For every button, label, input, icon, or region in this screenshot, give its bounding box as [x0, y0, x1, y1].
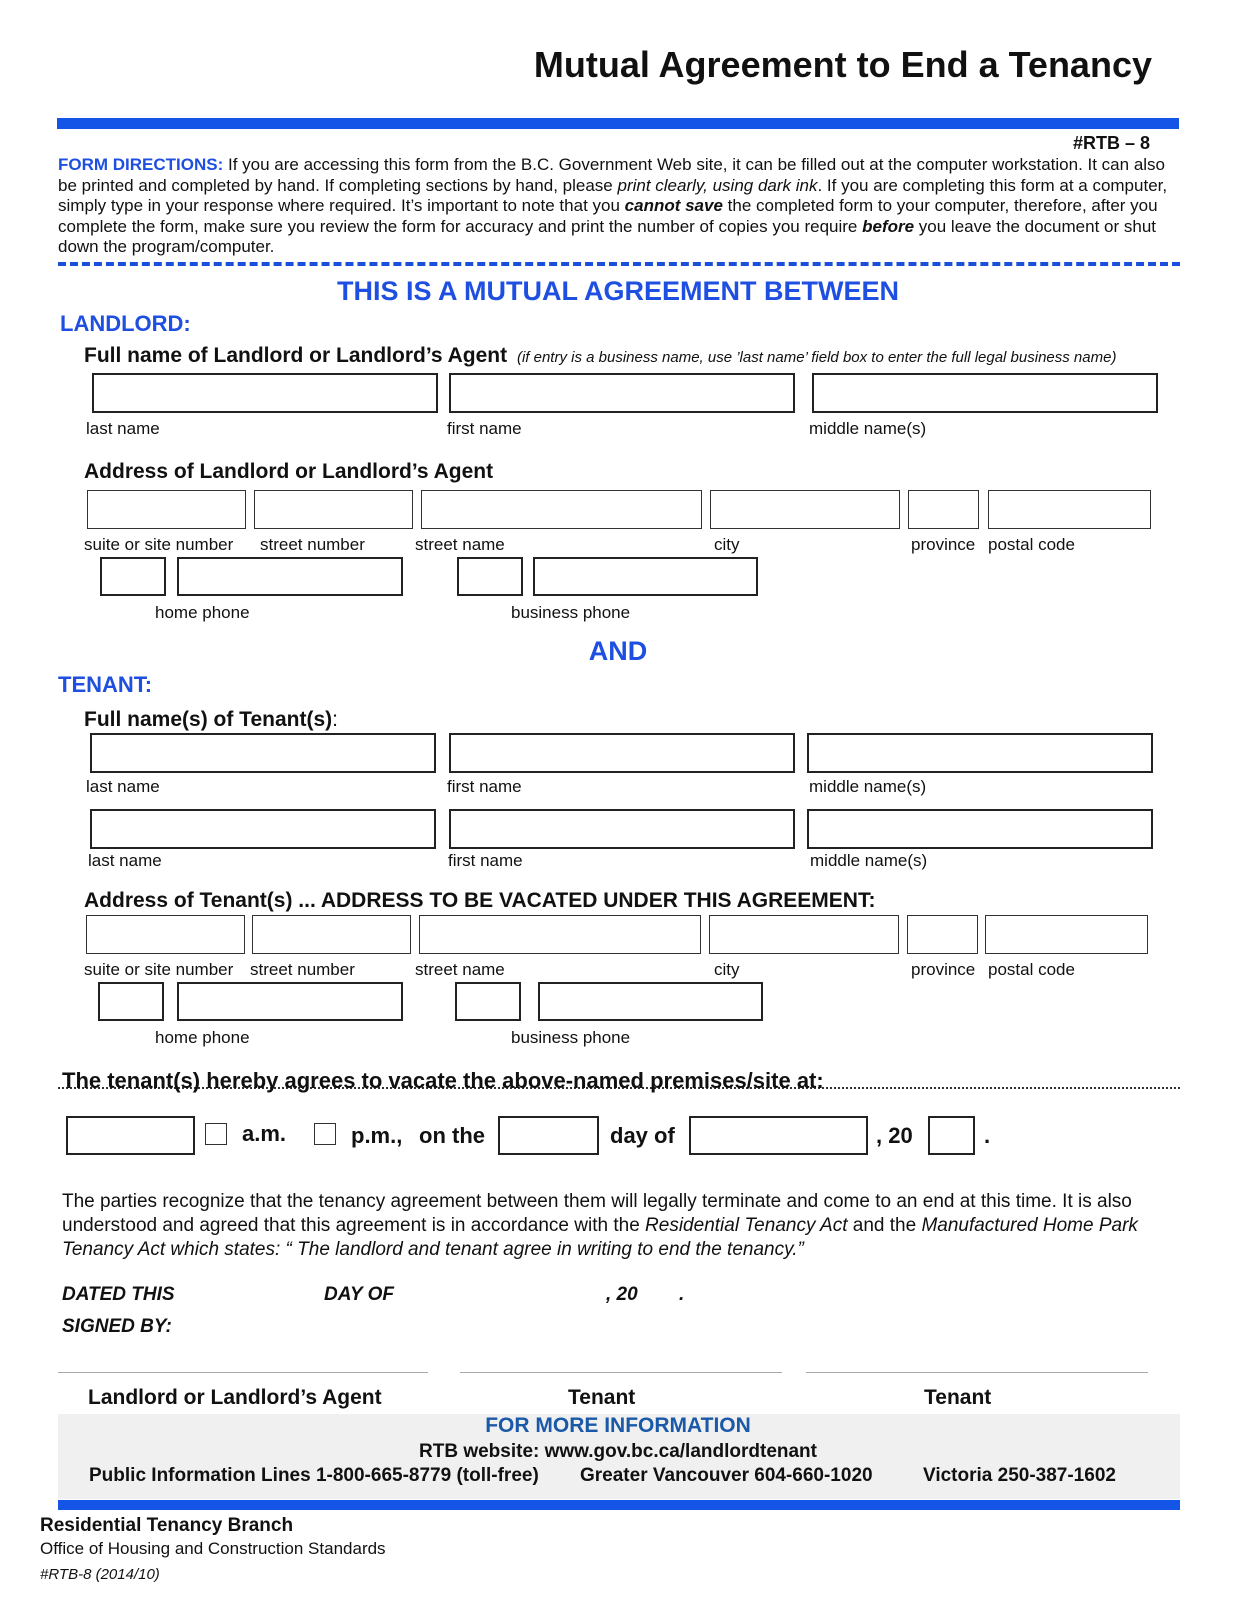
day-of-label: day of	[610, 1123, 675, 1148]
on-the-label: on the	[419, 1123, 485, 1148]
tenant-home-phone-input[interactable]	[177, 982, 403, 1021]
tenant1-middle-name-input[interactable]	[807, 733, 1153, 773]
tenant2-first-name-input[interactable]	[449, 809, 795, 849]
tenant1-last-name-label: last name	[86, 777, 160, 796]
tenant2-middle-name-input[interactable]	[807, 809, 1153, 849]
landlord-suite-label: suite or site number	[84, 535, 234, 554]
tenant-business-phone-label: business phone	[511, 1028, 631, 1047]
am-label: a.m.	[242, 1121, 287, 1146]
landlord-signature-label: Landlord or Landlord’s Agent	[88, 1386, 382, 1409]
directions-text-2: . If you are completing this form at a computer, simply type in your response where required. It’s important to note that you	[58, 175, 1168, 215]
tenant-street-name-input[interactable]	[419, 915, 701, 954]
dashed-divider	[58, 262, 1180, 266]
info-vancouver: Greater Vancouver 604-660-1020	[580, 1465, 873, 1486]
landlord-first-name-label: first name	[447, 419, 522, 438]
and-label: AND	[588, 636, 648, 666]
agreement-heading: THIS IS A MUTUAL AGREEMENT BETWEEN	[336, 276, 899, 306]
agreement-paragraph	[62, 1190, 1182, 1262]
info-victoria: Victoria 250-387-1602	[923, 1465, 1116, 1486]
landlord-signature-line[interactable]	[58, 1372, 428, 1373]
landlord-home-phone-label: home phone	[155, 603, 250, 622]
landlord-postal-code-input[interactable]	[988, 490, 1151, 529]
directions-text-4: you leave the document or shut down the program/computer.	[58, 216, 1157, 256]
vacate-heading: The tenant(s) hereby agrees to vacate the above-named premises/site at:	[62, 1068, 824, 1093]
tenant-business-phone-input[interactable]	[538, 982, 763, 1021]
tenant-province-label: province	[911, 960, 976, 979]
tenant1-signature-label: Tenant	[568, 1386, 636, 1409]
tenant-street-number-input[interactable]	[252, 915, 411, 954]
tenant1-signature-line[interactable]	[460, 1372, 782, 1373]
pm-label: p.m.,	[351, 1123, 403, 1148]
landlord-suite-input[interactable]	[87, 490, 246, 529]
year-prefix-label: , 20	[876, 1123, 913, 1148]
vacate-year-input[interactable]	[928, 1116, 975, 1155]
landlord-middle-name-input[interactable]	[812, 373, 1158, 413]
landlord-business-phone-input[interactable]	[533, 557, 758, 596]
footer-form-code: #RTB-8 (2014/10)	[40, 1566, 160, 1583]
form-directions	[58, 155, 1183, 258]
signed-by-label: SIGNED BY:	[62, 1316, 172, 1337]
tenant-section-label: TENANT:	[58, 672, 153, 697]
landlord-city-label: city	[714, 535, 740, 554]
landlord-province-label: province	[911, 535, 976, 554]
footer-rule	[58, 1500, 1180, 1510]
landlord-middle-name-label: middle name(s)	[809, 419, 927, 438]
tenant-street-name-label: street name	[415, 960, 505, 979]
directions-emph-1: print clearly, using dark ink	[617, 175, 818, 195]
vacate-month-input[interactable]	[689, 1116, 868, 1155]
tenant-postal-code-label: postal code	[988, 960, 1075, 979]
landlord-last-name-input[interactable]	[92, 373, 438, 413]
landlord-postal-code-label: postal code	[988, 535, 1075, 554]
landlord-name-note: (if entry is a business name, use ’last name’ field box to enter the full legal business name)	[516, 349, 1117, 366]
pm-checkbox[interactable]	[314, 1123, 336, 1145]
landlord-street-number-label: street number	[260, 535, 365, 554]
tenant-home-area-code-input[interactable]	[98, 982, 164, 1021]
tenant1-first-name-label: first name	[447, 777, 522, 796]
vacate-day-input[interactable]	[498, 1116, 599, 1155]
footer-branch: Residential Tenancy Branch	[40, 1515, 294, 1536]
tenant1-middle-name-label: middle name(s)	[809, 777, 927, 796]
landlord-city-input[interactable]	[710, 490, 900, 529]
info-heading: FOR MORE INFORMATION	[485, 1414, 751, 1437]
tenant-name-colon: :	[332, 708, 338, 731]
landlord-business-phone-label: business phone	[511, 603, 631, 622]
tenant-city-input[interactable]	[709, 915, 899, 954]
info-public-lines: Public Information Lines 1-800-665-8779 (toll-free)	[89, 1465, 539, 1486]
tenant-province-input[interactable]	[907, 915, 978, 954]
footer-office: Office of Housing and Construction Standards	[40, 1539, 386, 1558]
landlord-home-area-code-input[interactable]	[100, 557, 166, 596]
residential-tenancy-act: Residential Tenancy Act	[645, 1215, 848, 1236]
tenant-suite-input[interactable]	[86, 915, 245, 954]
agreement-text-2: and the	[847, 1215, 922, 1236]
header-rule	[57, 118, 1179, 129]
tenant1-last-name-input[interactable]	[90, 733, 436, 773]
tenant2-signature-label: Tenant	[924, 1386, 992, 1409]
tenant-business-area-code-input[interactable]	[455, 982, 521, 1021]
info-website: RTB website: www.gov.bc.ca/landlordtenant	[419, 1441, 817, 1462]
directions-emph-2: cannot save	[624, 196, 723, 215]
tenant2-middle-name-label: middle name(s)	[810, 851, 928, 870]
landlord-street-name-input[interactable]	[421, 490, 702, 529]
tenant-name-heading-text: Full name(s) of Tenant(s)	[84, 708, 333, 731]
landlord-first-name-input[interactable]	[449, 373, 795, 413]
landlord-street-number-input[interactable]	[254, 490, 413, 529]
directions-label: FORM DIRECTIONS:	[58, 155, 224, 174]
landlord-address-heading: Address of Landlord or Landlord’s Agent	[84, 460, 494, 483]
landlord-section-label: LANDLORD:	[60, 311, 191, 336]
tenant-home-phone-label: home phone	[155, 1028, 250, 1047]
agreement-text-1: The parties recognize that the tenancy agreement between them will legally terminate and come to an end at this time. It is also understood and agreed that this agreement is in accordance with the	[62, 1191, 1132, 1236]
tenant2-first-name-label: first name	[448, 851, 523, 870]
tenant-postal-code-input[interactable]	[985, 915, 1148, 954]
tenant-city-label: city	[714, 960, 740, 979]
agreement-text-3: which states:	[165, 1239, 286, 1260]
am-checkbox[interactable]	[205, 1123, 227, 1145]
form-code: #RTB – 8	[1072, 133, 1150, 153]
vacate-time-input[interactable]	[66, 1116, 195, 1155]
landlord-business-area-code-input[interactable]	[457, 557, 523, 596]
vacate-period: .	[984, 1123, 991, 1148]
dated-period: .	[679, 1284, 685, 1305]
dated-day-of-label: DAY OF	[324, 1284, 395, 1305]
landlord-street-name-label: street name	[415, 535, 505, 554]
landlord-name-heading	[84, 344, 1116, 368]
tenant2-signature-line[interactable]	[806, 1372, 1148, 1373]
landlord-home-phone-input[interactable]	[177, 557, 403, 596]
manufactured-home-park-act: Manufactured Home Park Tenancy Act	[62, 1215, 1138, 1260]
tenant2-last-name-input[interactable]	[90, 809, 436, 849]
landlord-last-name-label: last name	[86, 419, 160, 438]
dated-year-label: , 20	[606, 1284, 638, 1305]
tenant-street-number-label: street number	[250, 960, 355, 979]
tenant-address-heading: Address of Tenant(s) ... ADDRESS TO BE VACATED UNDER THIS AGREEMENT:	[84, 889, 876, 912]
tenant-suite-label: suite or site number	[84, 960, 234, 979]
directions-text-1: If you are accessing this form from the B.C. Government Web site, it can be filled out at the computer workstation. It can also be printed and completed by hand. If completing sections by hand, please	[58, 155, 1166, 195]
directions-text-3: the completed form to your computer, therefore, after you complete the form, make sure you review the form for accuracy and print the number of copies you require	[58, 196, 1158, 236]
tenant-name-heading	[84, 708, 338, 732]
landlord-province-input[interactable]	[908, 490, 979, 529]
page-title: Mutual Agreement to End a Tenancy	[533, 44, 1152, 85]
landlord-name-heading-text: Full name of Landlord or Landlord’s Agent	[84, 344, 508, 367]
agreement-quote: “ The landlord and tenant agree in writing to end the tenancy.”	[285, 1239, 804, 1260]
dated-this-label: DATED THIS	[62, 1284, 175, 1305]
directions-emph-3: before	[862, 216, 915, 236]
tenant2-last-name-label: last name	[88, 851, 162, 870]
tenant1-first-name-input[interactable]	[449, 733, 795, 773]
